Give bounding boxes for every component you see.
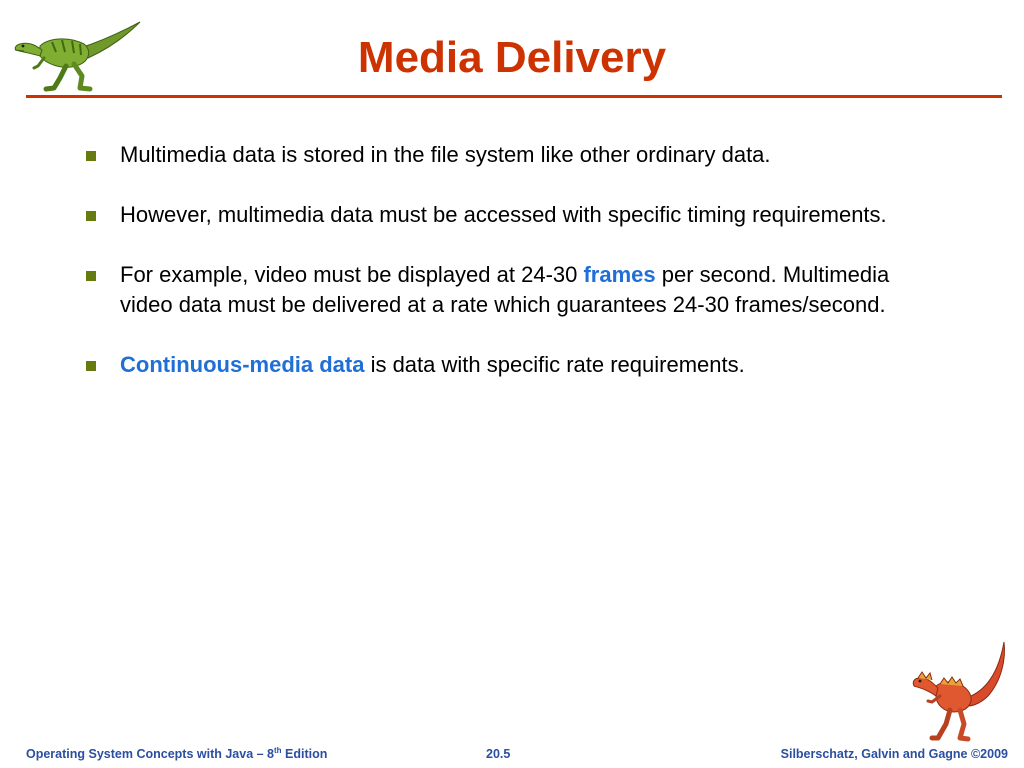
footer-copyright: Silberschatz, Galvin and Gagne ©2009: [780, 747, 1008, 761]
slide-title: Media Delivery: [357, 33, 667, 82]
red-dinosaur-icon: [906, 638, 1010, 742]
highlight-term-frames: frames: [583, 262, 656, 287]
footer-book-title: Operating System Concepts with Java – 8th Edition: [26, 745, 328, 761]
bullet-item: [86, 350, 916, 380]
square-bullet-icon: [86, 271, 96, 281]
highlight-term-continuous-media-data: Continuous-media data: [120, 352, 365, 377]
title-divider: [26, 95, 1002, 98]
bullet-item: [86, 260, 916, 320]
bullet-text: For example, video must be displayed at 24-30: [120, 262, 584, 287]
bullet-text: is data with specific rate requirements.: [364, 352, 745, 377]
bullet-item: [86, 140, 916, 170]
footer-page-number: 20.5: [486, 747, 511, 761]
bullet-text: However, multimedia data must be accessed with specific timing requirements.: [120, 202, 887, 227]
bullet-list: [86, 140, 916, 410]
square-bullet-icon: [86, 151, 96, 161]
square-bullet-icon: [86, 211, 96, 221]
bullet-text: per second. Multimedia video data must be delivered at a rate which guarantees 24-30 frames/second.: [120, 262, 890, 317]
bullet-text: Multimedia data is stored in the file system like other ordinary data.: [120, 142, 771, 167]
bullet-item: [86, 200, 916, 230]
square-bullet-icon: [86, 361, 96, 371]
